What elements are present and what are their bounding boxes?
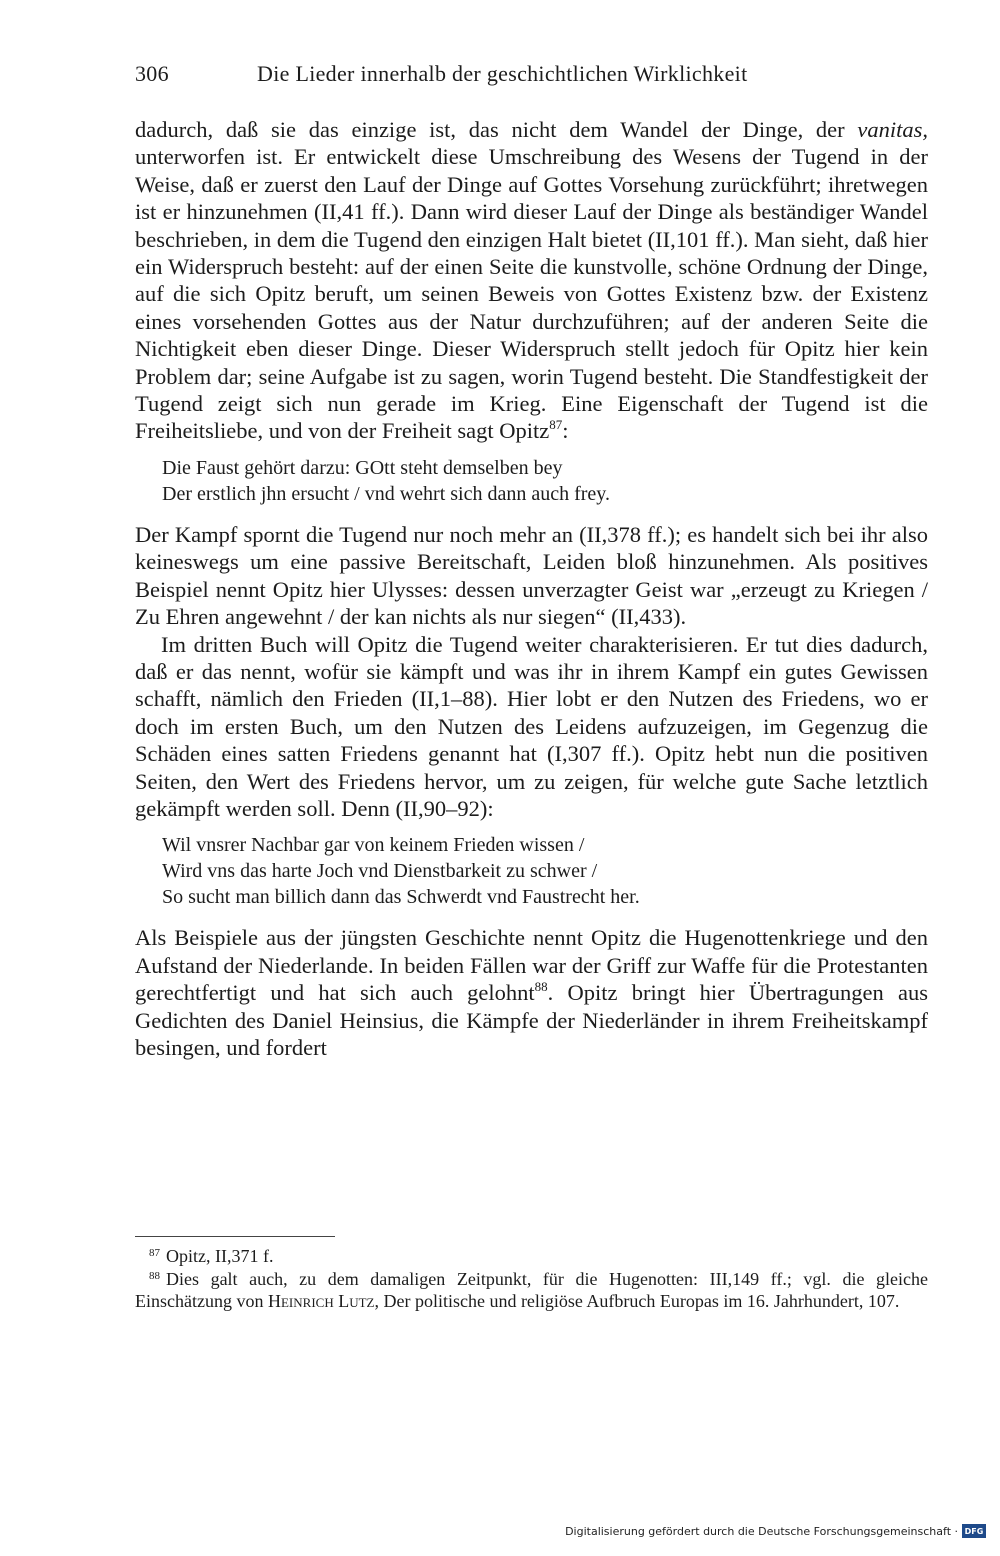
verse-line: So sucht man billich dann das Schwerdt vnd Faustrecht her. <box>162 886 640 909</box>
footnote-ref-88[interactable]: 88 <box>534 979 548 995</box>
footnote-text: Opitz, II,371 f. <box>166 1246 274 1266</box>
main-text <box>135 116 928 1061</box>
dfg-credit-text: Digitalisierung gefördert durch die Deutsche Forschungsgemeinschaft · <box>565 1524 958 1538</box>
paragraph-3: Im dritten Buch will Opitz die Tugend weiter charakterisieren. Er tut dies dadurch, daß er das nennt, wofür sie kämpft und was ihr in ihrem Kampf ein gutes Gewissen schafft, nämlich den Frieden (II,1–88). Hier lobt er den Nutzen des Friedens, wo er doch im ersten Buch, um den Nutzen des Leidens aufzuzeigen, im Gegenzug die Schäden eines satten Friedens genannt hat (I,307 ff.). Opitz hebt nun die positiven Seiten, den Wert des Friedens hervor, um zu zeigen, für welche gute Sache letztlich gekämpft werden soll. Denn (II,90–92): <box>135 631 928 821</box>
verse-line: Die Faust gehört darzu: GOtt steht demselben bey <box>162 456 563 479</box>
footnotes <box>135 1236 928 1313</box>
footnote-text: Dies galt auch, zu dem damaligen Zeitpunkt, für die Hugenotten: III,149 ff.; vgl. die gleiche Einschätzung von <box>135 1268 928 1311</box>
dfg-credit-bar <box>565 1520 986 1542</box>
footnote-text: , Der politische und religiöse Aufbruch Europas im 16. Jahrhundert, 107. <box>374 1291 900 1311</box>
verse-quote-1 <box>162 455 928 507</box>
paragraph-4-text-a: Als Beispiele aus der jüngsten Geschichte nennt Opitz die Hugenottenkriege und den Aufstand der Niederlande. In beiden Fällen war der Griff zur Waffe für die Protestanten gerechtfertigt und hat sich auch gelohnt <box>135 925 928 1006</box>
dfg-logo-icon: DFG <box>962 1524 986 1538</box>
paragraph-4 <box>135 924 928 1061</box>
verse-quote-2 <box>162 832 928 910</box>
footnote-divider <box>135 1236 335 1237</box>
page-header <box>135 58 935 90</box>
page-number: 306 <box>135 61 169 86</box>
footnote-88 <box>135 1268 928 1313</box>
italic-term: vanitas, <box>857 117 928 142</box>
paragraph-1-text-b: unterworfen ist. Er entwickelt diese Umschreibung des Wesens der Tugend in der Weise, daß er zuerst den Lauf der Dinge auf Gottes Vorsehung zurückführt; ihretwegen ist er hinzunehmen (II,41 ff.). Dann wird dieser Lauf der Dinge als beständiger Wandel beschrieben, in dem die Tugend den einzigen Halt bietet (II,101 ff.). Man sieht, daß hier ein Widerspruch besteht: auf der einen Seite die kunstvolle, schöne Ordnung der Dinge, auf die sich Opitz beruft, um seinen Beweis von Gottes Existenz bzw. der Existenz eines vorsehenden Gottes aus der Natur durchzuführen; auf der anderen Seite die Nichtigkeit eben dieser Dinge. Dieser Widerspruch stellt jedoch für Opitz hier kein Problem dar; seine Aufgabe ist zu sagen, worin Tugend besteht. Die Standfestigkeit der Tugend zeigt sich nun gerade im Krieg. Eine Eigenschaft der Tugend ist die Freiheitsliebe, und von der Freiheit sagt Opitz <box>135 144 928 444</box>
verse-line: Der erstlich jhn ersucht / vnd wehrt sich dann auch frey. <box>162 482 610 505</box>
paragraph-1-text-a: dadurch, daß sie das einzige ist, das nicht dem Wandel der Dinge, der <box>135 117 858 142</box>
footnote-87 <box>135 1245 928 1268</box>
paragraph-1-text-c: : <box>562 418 569 444</box>
paragraph-4-text-b: . Opitz bringt hier Übertragungen aus Gedichten des Daniel Heinsius, die Kämpfe der Niederländer in ihrem Freiheitskampf besingen, und fordert <box>135 980 928 1060</box>
footnote-mark: 88 <box>149 1269 160 1282</box>
paragraph-1 <box>135 116 928 445</box>
running-title: Die Lieder innerhalb der geschichtlichen Wirklichkeit <box>257 61 748 86</box>
verse-line: Wird vns das harte Joch vnd Dienstbarkeit zu schwer / <box>162 860 598 883</box>
footnote-mark: 87 <box>149 1247 160 1259</box>
verse-line: Wil vnsrer Nachbar gar von keinem Frieden wissen / <box>162 834 585 857</box>
paragraph-2: Der Kampf spornt die Tugend nur noch mehr an (II,378 ff.); es handelt sich bei ihr also keineswegs um eine passive Bereitschaft, Leiden bloß hinzunehmen. Als positives Beispiel nennt Opitz hier Ulysses: dessen unverzagter Geist war „erzeugt zu Kriegen / Zu Ehren angewehnt / der kan nichts als nur siegen“ (II,433). <box>135 521 928 630</box>
cited-author: Heinrich Lutz <box>267 1291 375 1311</box>
footnote-ref-87[interactable]: 87 <box>549 417 563 433</box>
